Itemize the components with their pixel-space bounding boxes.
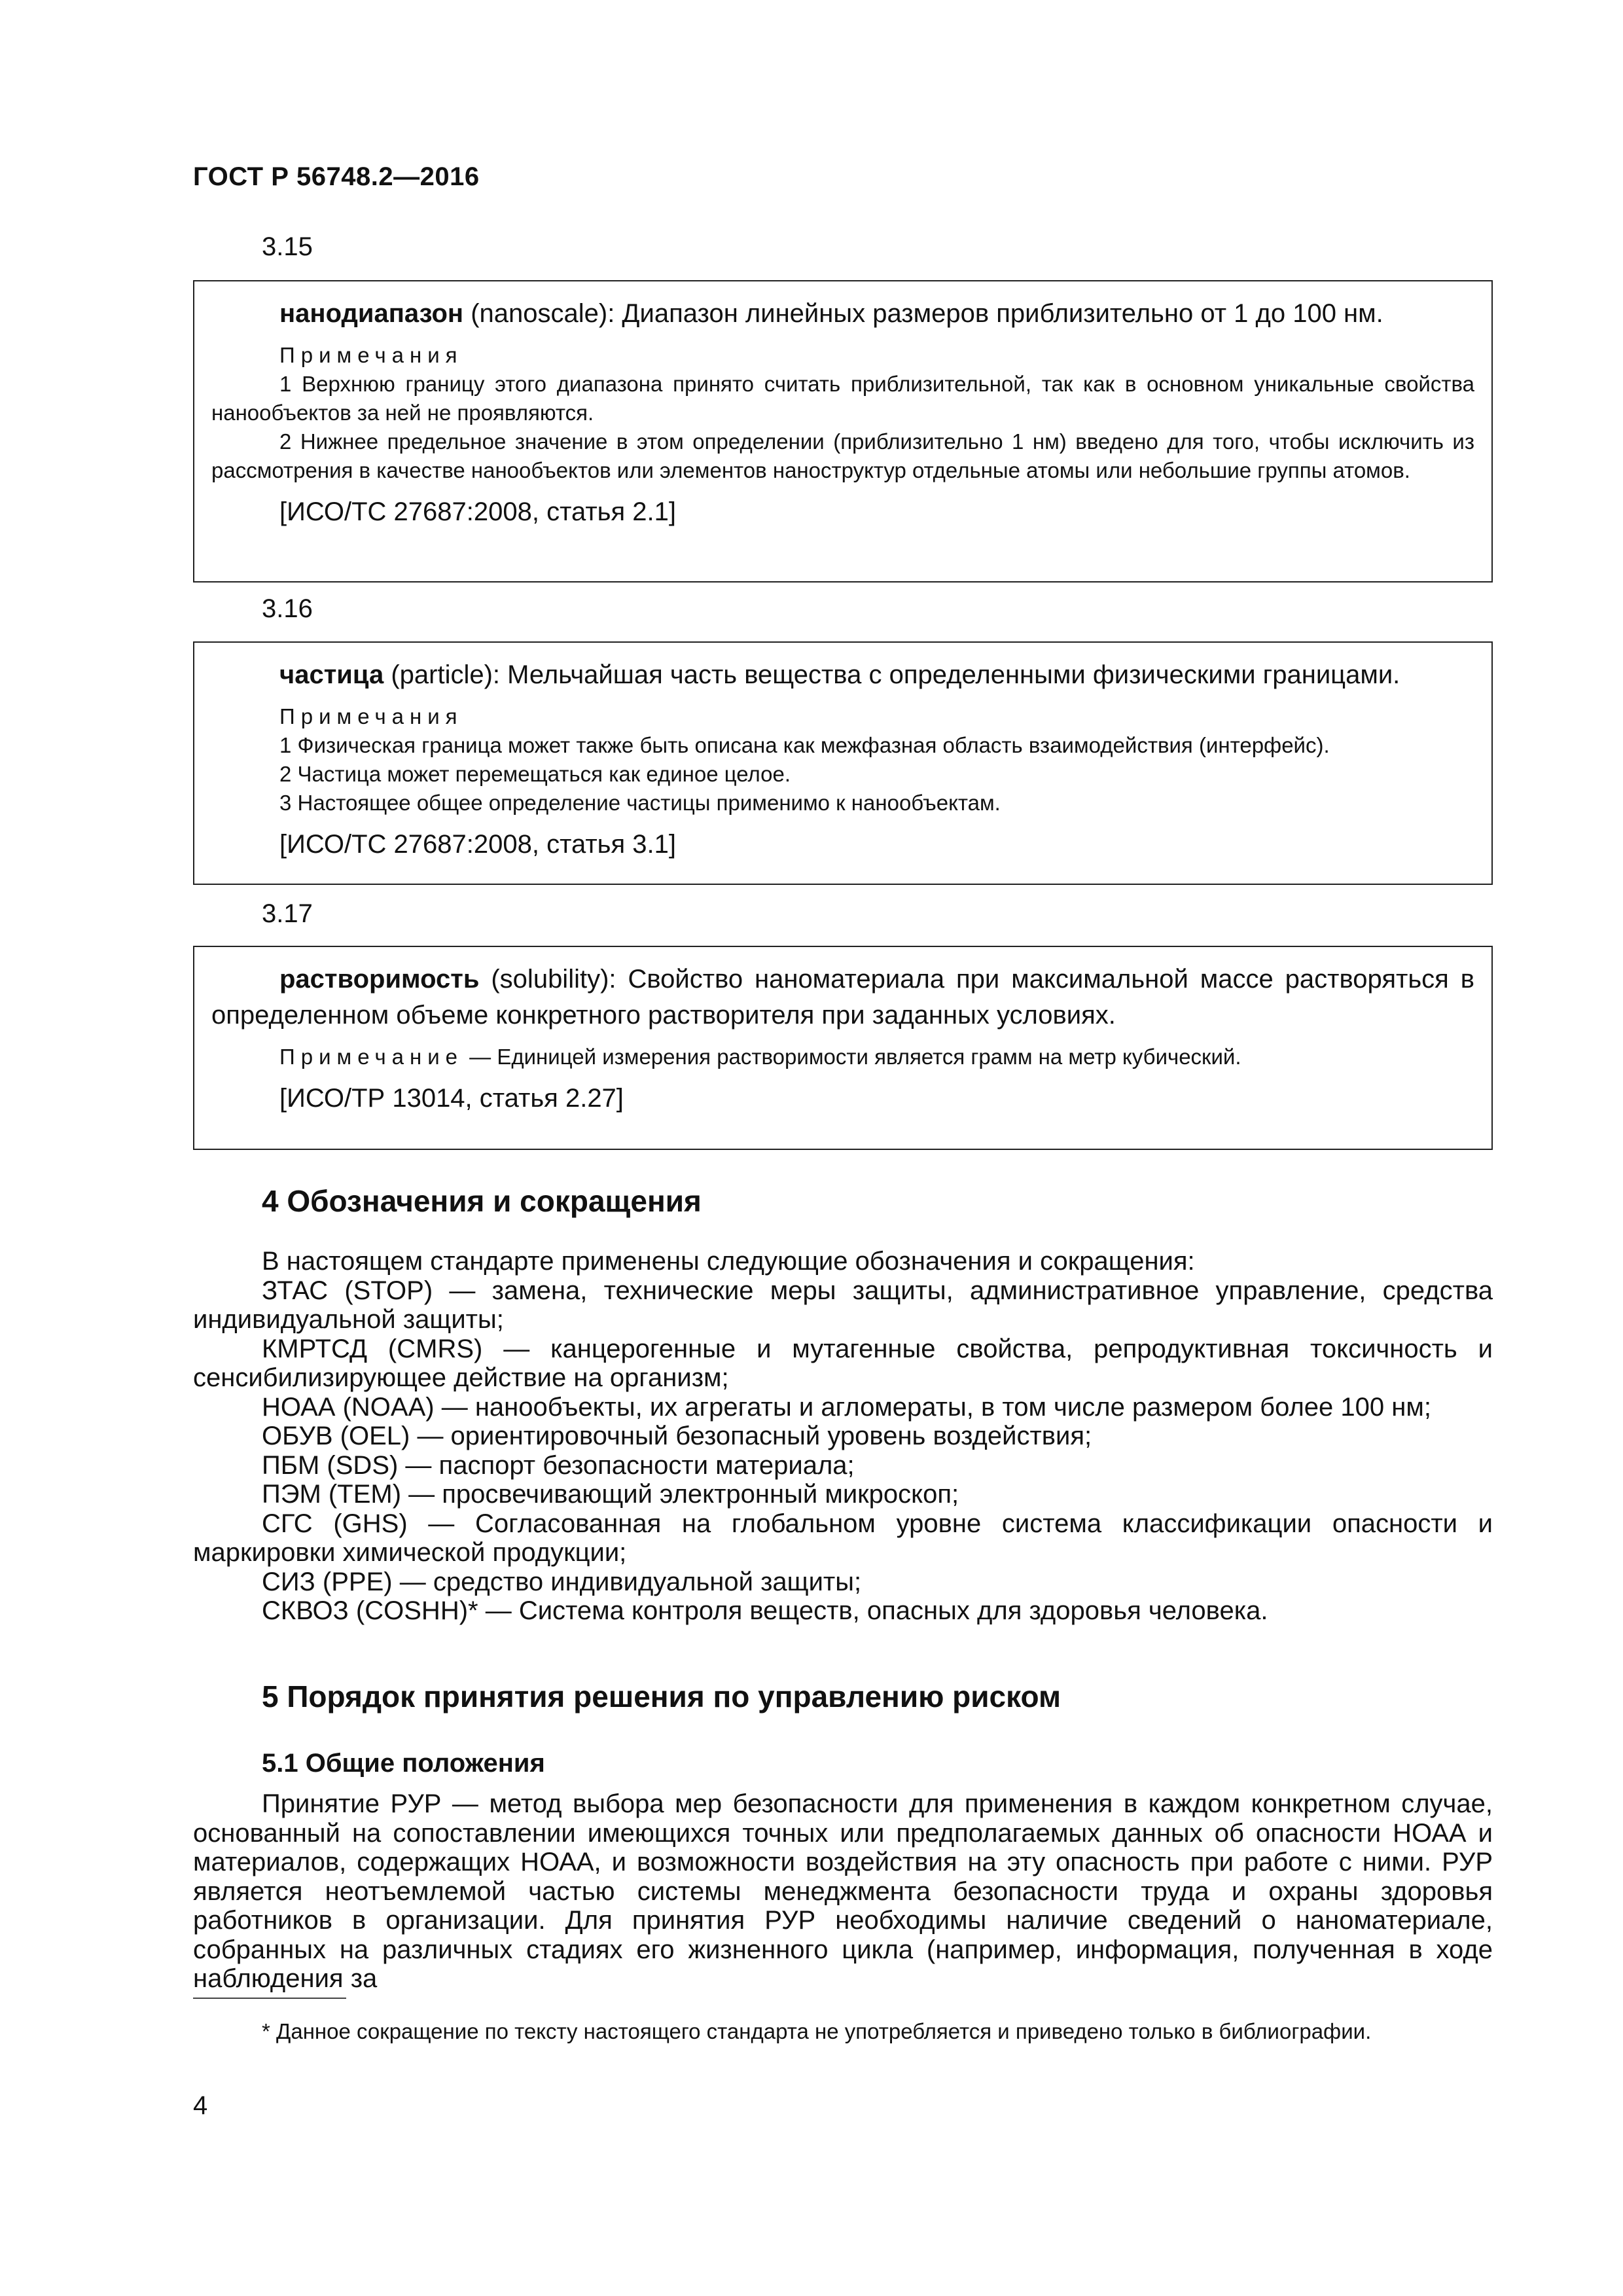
page-number: 4 [193, 2091, 208, 2120]
term-definition [211, 657, 1474, 693]
footnote: * Данное сокращение по тексту настоящего стандарта не употребляется и приведено только в библиографии. [262, 2019, 1372, 2043]
term-number: 3.17 [262, 899, 313, 928]
abbreviation-entry: КМРТСД (CMRS) — канцерогенные и мутагенные свойства, репродуктивная токсичность и сенсибилизирующее действие на организм; [193, 1334, 1493, 1392]
notes-title: Примечания [279, 343, 463, 367]
abbreviation-entry: ЗТАС (STOP) — замена, технические меры защиты, административное управление, средства индивидуальной защиты; [193, 1276, 1493, 1334]
term-definition-text: (nanoscale): Диапазон линейных размеров приблизительно от 1 до 100 нм. [463, 299, 1383, 328]
note-title: Примечание [279, 1045, 464, 1069]
term-definition-text: (particle): Мельчайшая часть вещества с определенными физическими границами. [383, 660, 1400, 689]
note: 2 Частица может перемещаться как единое целое. [279, 762, 791, 786]
abbreviation-entry: НОАА (NOAA) — нанообъекты, их агрегаты и агломераты, в том числе размером более 100 нм; [262, 1392, 1431, 1422]
paragraph: В настоящем стандарте применены следующие обозначения и сокращения: [262, 1247, 1195, 1276]
term-definition [211, 296, 1474, 332]
abbreviation-entry: СКВОЗ (COSHH)* — Система контроля веществ, опасных для здоровья человека. [262, 1596, 1268, 1625]
section-heading: 4 Обозначения и сокращения [262, 1184, 702, 1218]
term-name: нанодиапазон [279, 299, 464, 328]
section-body [193, 1247, 1493, 1626]
document-header: ГОСТ Р 56748.2—2016 [193, 162, 480, 191]
note [211, 1043, 1474, 1071]
term-name: частица [279, 660, 384, 689]
note: 1 Верхнюю границу этого диапазона принято считать приблизительной, так как в основном уникальные свойства нанообъектов за ней не проявляются. [211, 372, 1474, 425]
term-box [193, 280, 1493, 583]
term-box [193, 641, 1493, 885]
abbreviation-entry: ПЭМ (TEM) — просвечивающий электронный микроскоп; [262, 1480, 959, 1509]
section-heading: 5 Порядок принятия решения по управлению риском [262, 1679, 1061, 1713]
abbreviation-entry: ОБУВ (OEL) — ориентировочный безопасный уровень воздействия; [262, 1422, 1092, 1450]
term-number: 3.16 [262, 594, 313, 623]
subsection-heading: 5.1 Общие положения [262, 1749, 545, 1778]
term-number: 3.15 [262, 232, 313, 261]
abbreviation-entry: СГС (GHS) — Согласованная на глобальном уровне система классификации опасности и маркировки химической продукции; [193, 1509, 1493, 1567]
note-text: — Единицей измерения растворимости является грамм на метр кубический. [463, 1045, 1241, 1069]
term-definition-text: (solubility): Свойство наноматериала при максимальной массе растворяться в определенном объеме конкретного растворителя при заданных условиях. [211, 965, 1474, 1030]
notes-title: Примечания [279, 704, 463, 728]
term-definition [211, 961, 1474, 1033]
paragraph: Принятие РУР — метод выбора мер безопасности для применения в каждом конкретном случае, основанный на сопоставлении имеющихся точных или предполагаемых данных об опасности НОАА и материалов, содержащих НОАА, и возможности воздействия на эту опасность при работе с ними. РУР является неотъемлемой частью системы менеджмента безопасности труда и охраны здоровья работников в организации. Для принятия РУР необходимы наличие сведений о наноматериале, собранных на различных стадиях его жизненного цикла (например, информация, полученная в ходе наблюдения за [193, 1789, 1493, 1993]
term-box [193, 946, 1493, 1150]
footnote-rule [193, 1998, 346, 1999]
note: 3 Настоящее общее определение частицы применимо к нанообъектам. [279, 791, 1001, 815]
term-source: [ИСО/ТС 27687:2008, статья 2.1] [279, 497, 676, 526]
term-source: [ИСО/ТС 27687:2008, статья 3.1] [279, 830, 676, 859]
abbreviation-entry: ПБМ (SDS) — паспорт безопасности материала; [262, 1450, 855, 1480]
note: 1 Физическая граница может также быть описана как межфазная область взаимодействия (интерфейс). [279, 733, 1330, 757]
term-source: [ИСО/ТР 13014, статья 2.27] [279, 1084, 624, 1113]
abbreviation-entry: СИЗ (PPE) — средство индивидуальной защиты; [262, 1567, 862, 1596]
term-name: растворимость [279, 965, 480, 994]
note: 2 Нижнее предельное значение в этом определении (приблизительно 1 нм) введено для того, чтобы исключить из рассмотрения в качестве нанообъектов или элементов наноструктур отдельные атомы или небольшие группы атомов. [211, 429, 1474, 482]
section-body [193, 1789, 1493, 1994]
